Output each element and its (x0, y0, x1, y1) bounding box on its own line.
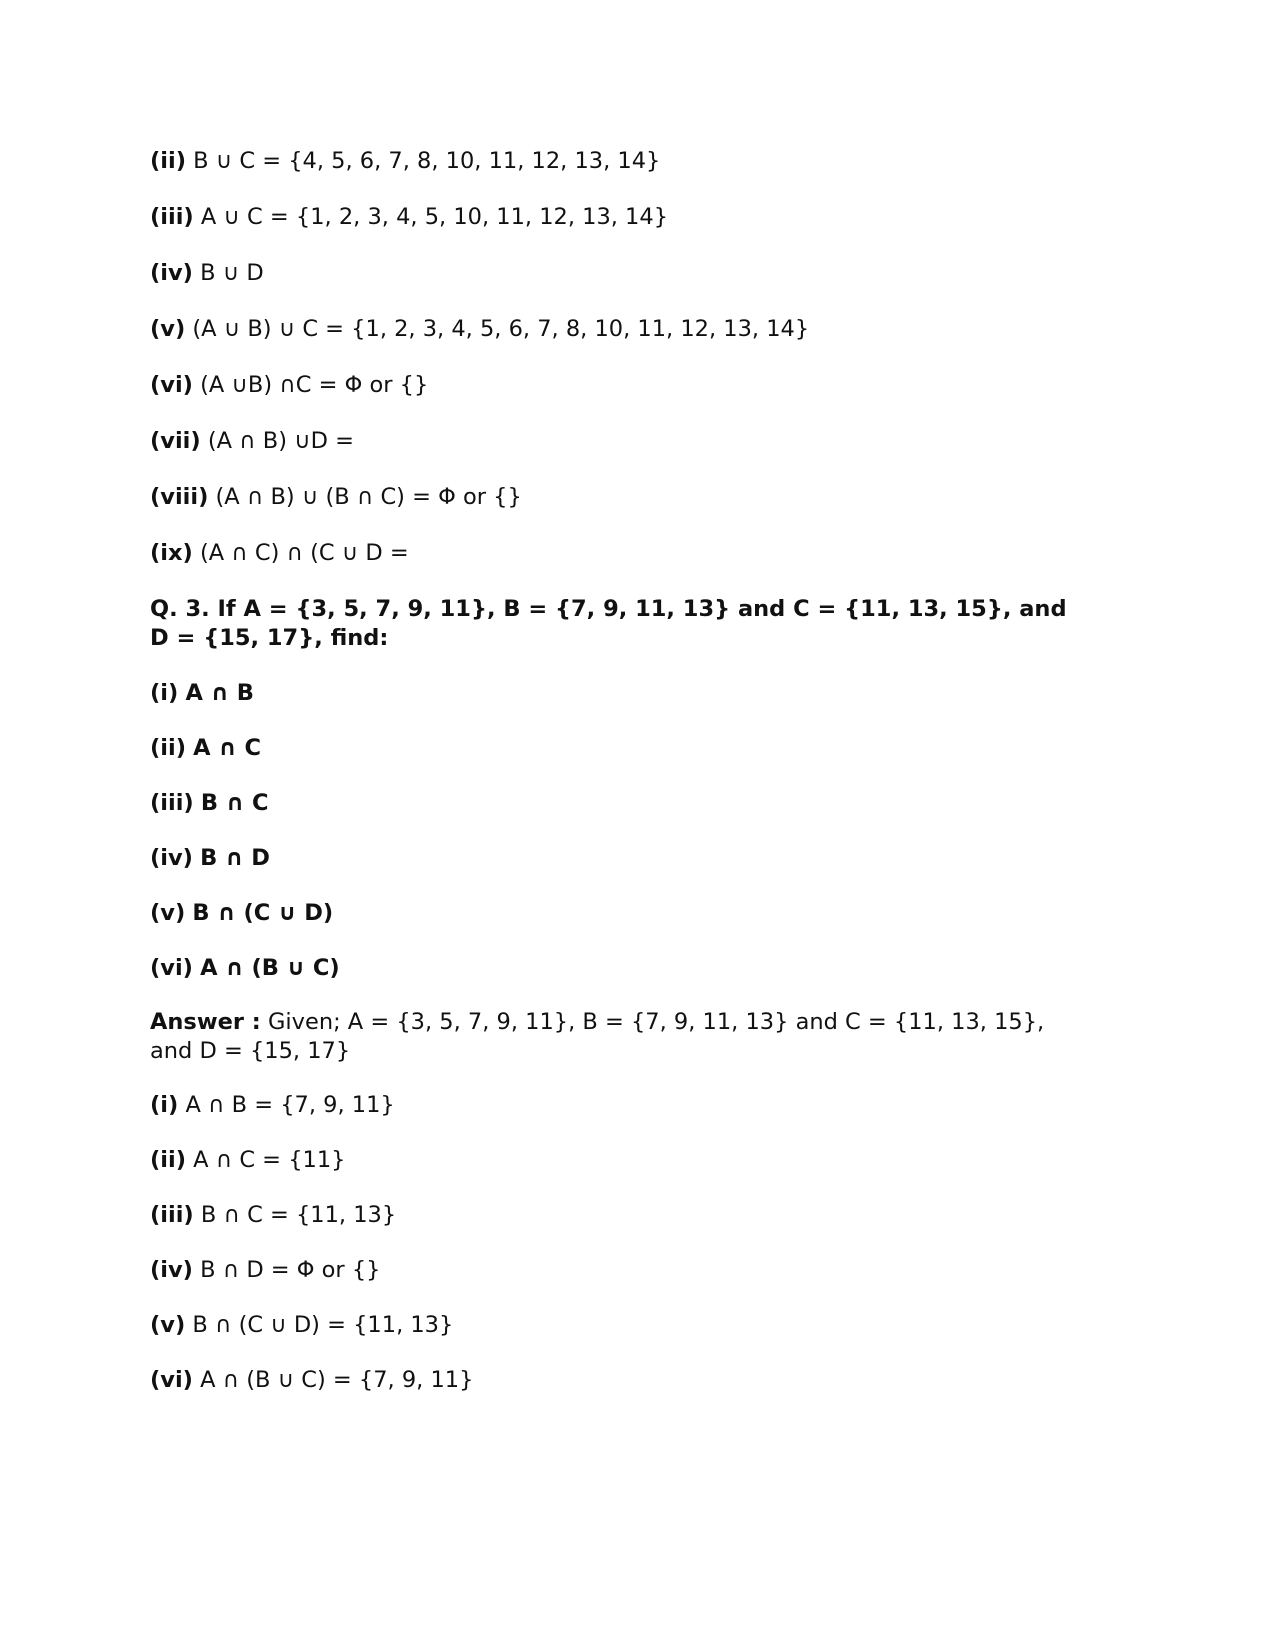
item-text: A ∩ B = {7, 9, 11} (185, 1092, 395, 1118)
answer-part-iii (150, 1201, 396, 1230)
item-label: (vii) (150, 428, 201, 454)
answer-text: Given; A = {3, 5, 7, 9, 11}, B = {7, 9, 11, 13} and C = {11, 13, 15}, and D = {15, 17} (150, 1009, 1045, 1064)
item-label: (vi) (150, 955, 193, 981)
item-text: A ∩ C (193, 735, 262, 761)
answer-label: Answer : (150, 1009, 261, 1035)
item-text: A ∪ C = {1, 2, 3, 4, 5, 10, 11, 12, 13, 14} (200, 204, 669, 230)
item-text: (A ∩ C) ∩ (C ∪ D = (199, 540, 409, 566)
solution-line-ii (150, 147, 660, 176)
solution-line-vi (150, 371, 428, 400)
item-label: (iv) (150, 260, 193, 286)
solution-line-iii (150, 203, 668, 232)
question-part-v (150, 899, 333, 928)
item-label: (vi) (150, 372, 193, 398)
question-part-ii (150, 734, 261, 763)
item-text: (A ∩ B) ∪D = (207, 428, 354, 454)
item-text: B ∪ D (200, 260, 264, 286)
item-label: (iii) (150, 790, 194, 816)
item-text: B ∩ (C ∪ D) (192, 900, 334, 926)
item-text: B ∩ D = Φ or {} (200, 1257, 381, 1283)
item-label: (iv) (150, 845, 193, 871)
answer-paragraph (150, 1008, 1090, 1066)
item-label: (ix) (150, 540, 193, 566)
answer-part-i (150, 1091, 395, 1120)
answer-part-v (150, 1311, 453, 1340)
item-text: (A ∪B) ∩C = Φ or {} (200, 372, 429, 398)
item-label: (v) (150, 316, 186, 342)
item-label: (i) (150, 1092, 179, 1118)
item-label: (v) (150, 900, 186, 926)
item-label: (viii) (150, 484, 209, 510)
answer-part-iv (150, 1256, 380, 1285)
question-part-iii (150, 789, 268, 818)
solution-line-v (150, 315, 809, 344)
answer-part-vi (150, 1366, 473, 1395)
question-part-iv (150, 844, 270, 873)
item-text: A ∩ (B ∪ C) = {7, 9, 11} (200, 1367, 474, 1393)
item-text: A ∩ (B ∪ C) (200, 955, 340, 981)
question-part-vi (150, 954, 340, 983)
item-label: (iv) (150, 1257, 193, 1283)
item-text: (A ∩ B) ∪ (B ∩ C) = Φ or {} (215, 484, 522, 510)
item-label: (ii) (150, 148, 186, 174)
answer-part-ii (150, 1146, 345, 1175)
item-label: (iii) (150, 204, 194, 230)
item-text: A ∩ C = {11} (193, 1147, 346, 1173)
item-text: B ∩ C = {11, 13} (200, 1202, 397, 1228)
item-label: (v) (150, 1312, 186, 1338)
item-label: (i) (150, 680, 179, 706)
item-text: B ∪ C = {4, 5, 6, 7, 8, 10, 11, 12, 13, 14} (193, 148, 661, 174)
item-text: B ∩ C (200, 790, 269, 816)
solution-line-viii (150, 483, 522, 512)
question-heading (150, 595, 1090, 653)
item-text: B ∩ (C ∪ D) = {11, 13} (192, 1312, 454, 1338)
item-text: (A ∪ B) ∪ C = {1, 2, 3, 4, 5, 6, 7, 8, 10, 11, 12, 13, 14} (192, 316, 810, 342)
item-label: (iii) (150, 1202, 194, 1228)
item-text: B ∩ D (200, 845, 270, 871)
item-label: (ii) (150, 735, 186, 761)
item-label: (vi) (150, 1367, 193, 1393)
solution-line-iv (150, 259, 264, 288)
solution-line-vii (150, 427, 354, 456)
solution-line-ix (150, 539, 409, 568)
item-label: (ii) (150, 1147, 186, 1173)
question-text: Q. 3. If A = {3, 5, 7, 9, 11}, B = {7, 9, 11, 13} and C = {11, 13, 15}, and D = {15, 17}, find: (150, 596, 1067, 651)
item-text: A ∩ B (185, 680, 254, 706)
question-part-i (150, 679, 254, 708)
